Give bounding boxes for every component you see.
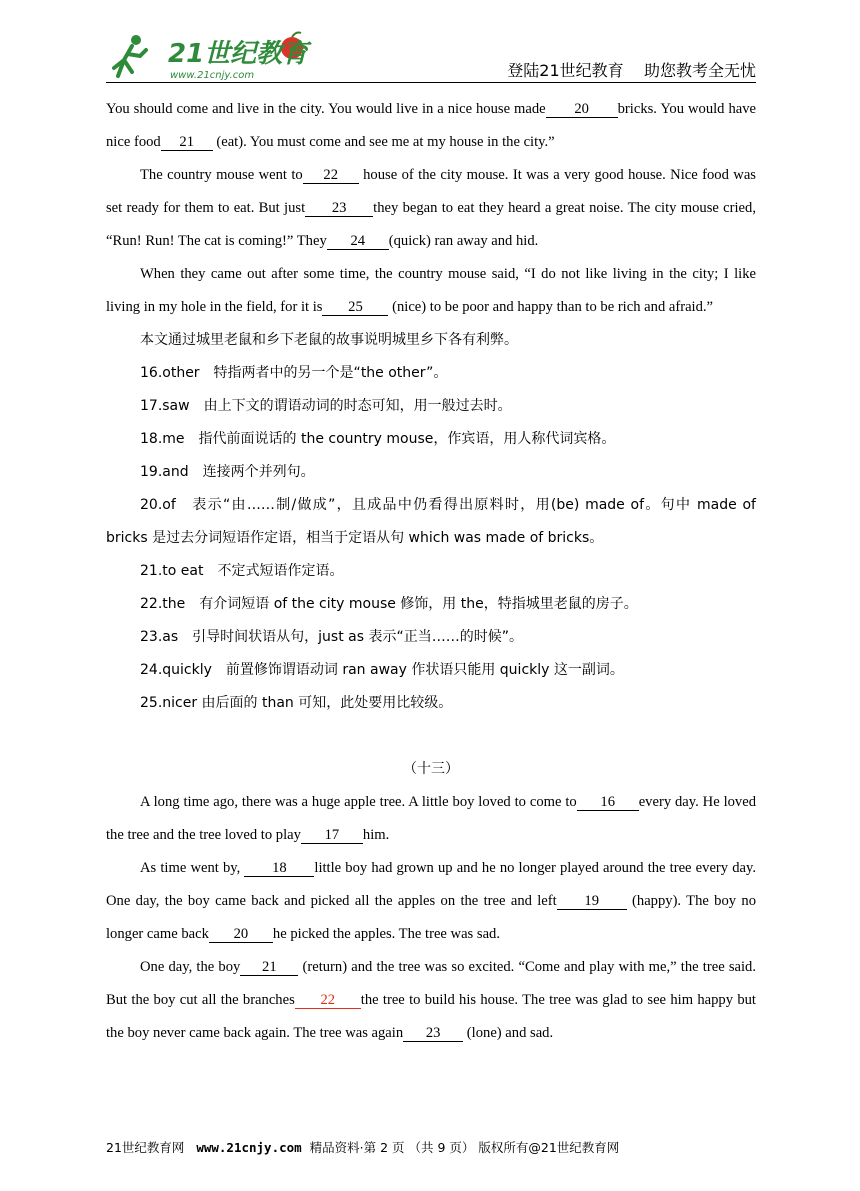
- answer-blank: 20: [546, 101, 618, 118]
- explanation-item: 20.of 表示“由……制/做成”，且成品中仍看得出原料时，用(be) made of。句中 made of bricks 是过去分词短语作定语，相当于定语从句 which was made of bricks。: [106, 497, 756, 546]
- header-divider: [106, 82, 756, 83]
- footer-site-name: 21世纪教育网: [106, 1140, 185, 1155]
- passage-paragraph: As time went by, 18 little boy had grown up and he no longer played around the tree every day. One day, the boy came back and picked all the apples on the tree and left 19 (happy). The boy no longer came back 20 he picked the apples. The tree was sad.: [106, 860, 756, 942]
- logo-url: www.21cnjy.com: [170, 70, 255, 81]
- page-footer: [106, 1138, 756, 1156]
- footer-url[interactable]: www.21cnjy.com: [196, 1140, 302, 1155]
- header-slogan: 登陆21世纪教育 助您教考全无忧: [507, 61, 756, 80]
- answer-blank: 17: [301, 827, 363, 844]
- explanation-item: 18.me 指代前面说话的 the country mouse，作宾语，用人称代词宾格。: [140, 431, 616, 447]
- page-header: [106, 28, 756, 82]
- document-body: [106, 93, 756, 1050]
- explanation-item: 24.quickly 前置修饰谓语动词 ran away 作状语只能用 quickly 这一副词。: [140, 662, 624, 678]
- passage-paragraph: When they came out after some time, the country mouse said, “I do not like living in the city; I like living in my hole in the field, for it is 25 (nice) to be poor and happy than to be rich and afraid.”: [106, 266, 756, 315]
- running-man-icon: [114, 35, 146, 76]
- answer-blank: 23: [305, 200, 373, 217]
- logo-text: 21世纪教育: [168, 39, 309, 69]
- explanation-item: 21.to eat 不定式短语作定语。: [140, 563, 344, 579]
- passage-paragraph: A long time ago, there was a huge apple tree. A little boy loved to come to 16 every day. He loved the tree and the tree loved to play 17 him.: [106, 794, 756, 843]
- explanation-item: 22.the 有介词短语 of the city mouse 修饰，用 the，特指城里老鼠的房子。: [140, 596, 638, 612]
- answer-blank: 22: [303, 167, 359, 184]
- answer-blank: 23: [403, 1025, 463, 1042]
- explanation-item: 19.and 连接两个并列句。: [140, 464, 315, 480]
- answer-blank: 25: [322, 299, 388, 316]
- footer-page-info: 精品资料·第 2 页 （共 9 页） 版权所有@21世纪教育网: [309, 1140, 620, 1155]
- answer-blank: 18: [244, 860, 314, 877]
- answer-blank: 19: [557, 893, 627, 910]
- answer-blank: 21: [161, 134, 213, 151]
- passage-paragraph: You should come and live in the city. You would live in a nice house made 20 bricks. You would have nice food 21 (eat). You must come and see me at my house in the city.”: [106, 101, 756, 150]
- explanation-item: 23.as 引导时间状语从句，just as 表示“正当……的时候”。: [140, 629, 523, 645]
- answer-blank-highlighted: 22: [295, 992, 361, 1009]
- site-logo: [106, 28, 316, 82]
- passage-paragraph: The country mouse went to 22 house of the city mouse. It was a very good house. Nice food was set ready for them to eat. But just 23 they began to eat they heard a great noise. The city mouse cried, “Run! Run! The cat is coming!” They 24 (quick) ran away and hid.: [106, 167, 756, 249]
- answer-blank: 20: [209, 926, 273, 943]
- explanation-item: 17.saw 由上下文的谓语动词的时态可知，用一般过去时。: [140, 398, 512, 414]
- explanation-item: 25.nicer 由后面的 than 可知，此处要用比较级。: [140, 695, 453, 711]
- answer-blank: 16: [577, 794, 639, 811]
- explanation-item: 16.other 特指两者中的另一个是“the other”。: [140, 365, 448, 381]
- passage-paragraph: One day, the boy 21 (return) and the tree was so excited. “Come and play with me,” the tree said. But the boy cut all the branches 22 the tree to build his house. The tree was glad to see him happy but the boy never came back again. The tree was again 23 (lone) and sad.: [106, 959, 756, 1041]
- answer-blank: 21: [240, 959, 298, 976]
- answer-blank: 24: [327, 233, 389, 250]
- section-title: （十三）: [403, 761, 459, 777]
- explanation-summary: 本文通过城里老鼠和乡下老鼠的故事说明城里乡下各有利弊。: [140, 332, 518, 348]
